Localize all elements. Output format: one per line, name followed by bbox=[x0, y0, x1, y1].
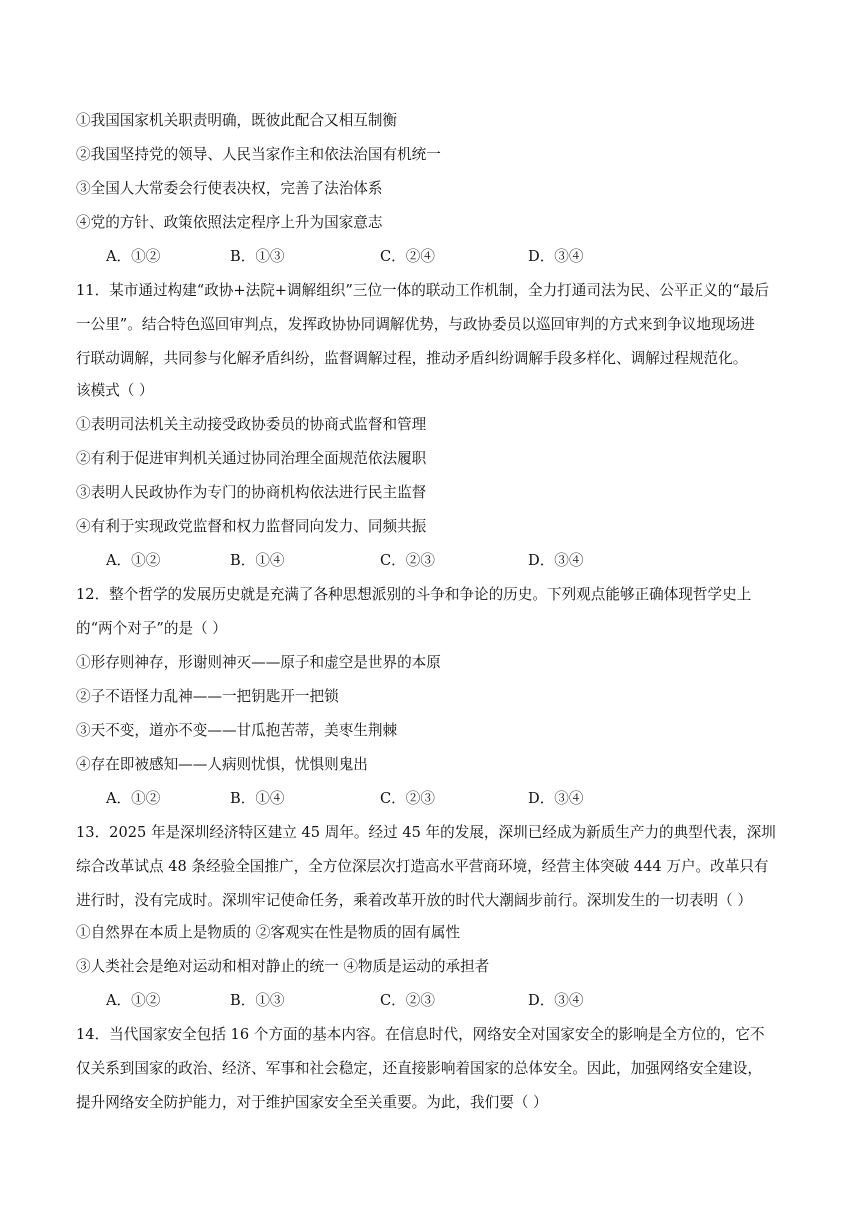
q12-statement-4: ④存在即被感知——人病则忧惧，忧惧则鬼出 bbox=[76, 756, 368, 773]
q12-option-c: C．②③ bbox=[380, 790, 435, 807]
q10-option-b: B．①③ bbox=[230, 248, 285, 265]
q10-statement-4: ④党的方针、政策依照法定程序上升为国家意志 bbox=[76, 214, 383, 231]
q10-statement-3: ③全国人大常委会行使表决权，完善了法治体系 bbox=[76, 180, 383, 197]
q12-statement-3: ③天不变，道亦不变——甘瓜抱苦蒂，美枣生荆棘 bbox=[76, 722, 398, 739]
q11-statement-1: ①表明司法机关主动接受政协委员的协商式监督和管理 bbox=[76, 416, 427, 433]
q10-option-c: C．②④ bbox=[380, 248, 435, 265]
q11-statement-2: ②有利于促进审判机关通过协同治理全面规范依法履职 bbox=[76, 450, 427, 467]
q13-statement-row-2: ③人类社会是绝对运动和相对静止的统一 ④物质是运动的承担者 bbox=[76, 958, 490, 975]
q12-stem-line-1: 12．整个哲学的发展历史就是充满了各种思想派别的斗争和争论的历史。下列观点能够正确体现哲学史上 bbox=[76, 586, 752, 603]
q13-option-b: B．①③ bbox=[230, 992, 285, 1009]
q11-stem-line-4: 该模式（ ） bbox=[76, 382, 154, 399]
q10-option-d: D．③④ bbox=[528, 248, 584, 265]
q11-stem-line-3: 行联动调解，共同参与化解矛盾纠纷，监督调解过程，推动矛盾纠纷调解手段多样化、调解过程规范化。 bbox=[76, 350, 748, 367]
q11-statement-4: ④有利于实现政党监督和权力监督同向发力、同频共振 bbox=[76, 518, 427, 535]
q12-statement-1: ①形存则神存，形谢则神灭——原子和虚空是世界的本原 bbox=[76, 654, 441, 671]
q10-statement-2: ②我国坚持党的领导、人民当家作主和依法治国有机统一 bbox=[76, 146, 441, 163]
q12-statement-2: ②子不语怪力乱神——一把钥匙开一把锁 bbox=[76, 688, 339, 705]
q11-option-c: C．②③ bbox=[380, 552, 435, 569]
q11-option-b: B．①④ bbox=[230, 552, 285, 569]
q11-option-a: A．①② bbox=[106, 552, 161, 569]
q10-statement-1: ①我国国家机关职责明确，既彼此配合又相互制衡 bbox=[76, 112, 398, 129]
q12-option-b: B．①④ bbox=[230, 790, 285, 807]
q14-stem-line-2: 仅关系到国家的政治、经济、军事和社会稳定，还直接影响着国家的总体安全。因此，加强网络安全建设， bbox=[76, 1060, 762, 1077]
q13-stem-line-3: 进行时，没有完成时。深圳牢记使命任务，乘着改革开放的时代大潮阔步前行。深圳发生的一切表明（ ） bbox=[76, 892, 752, 909]
q12-option-d: D．③④ bbox=[528, 790, 584, 807]
q14-stem-line-3: 提升网络安全防护能力，对于维护国家安全至关重要。为此，我们要（ ） bbox=[76, 1094, 548, 1111]
q12-stem-line-2: 的“两个对子”的是（ ） bbox=[76, 620, 227, 637]
q10-option-a: A．①② bbox=[106, 248, 161, 265]
q13-option-c: C．②③ bbox=[380, 992, 435, 1009]
q14-stem-line-1: 14．当代国家安全包括 16 个方面的基本内容。在信息时代，网络安全对国家安全的影响是全方位的，它不 bbox=[76, 1026, 765, 1043]
q13-option-a: A．①② bbox=[106, 992, 161, 1009]
q11-stem-line-2: 一公里”。结合特色巡回审判点，发挥政协协同调解优势，与政协委员以巡回审判的方式来到争议地现场进 bbox=[76, 316, 755, 333]
q13-stem-line-1: 13．2025 年是深圳经济特区建立 45 周年。经过 45 年的发展，深圳已经成为新质生产力的典型代表，深圳 bbox=[76, 824, 776, 841]
q11-statement-3: ③表明人民政协作为专门的协商机构依法进行民主监督 bbox=[76, 484, 427, 501]
q11-option-d: D．③④ bbox=[528, 552, 584, 569]
q11-stem-line-1: 11．某市通过构建“政协+法院+调解组织”三位一体的联动工作机制，全力打通司法为民、公平正义的“最后 bbox=[76, 282, 769, 299]
q13-statement-row-1: ①自然界在本质上是物质的 ②客观实在性是物质的固有属性 bbox=[76, 924, 461, 941]
q12-option-a: A．①② bbox=[106, 790, 161, 807]
q13-option-d: D．③④ bbox=[528, 992, 584, 1009]
q13-stem-line-2: 综合改革试点 48 条经验全国推广，全方位深层次打造高水平营商环境，经营主体突破 444 万户。改革只有 bbox=[76, 858, 769, 875]
